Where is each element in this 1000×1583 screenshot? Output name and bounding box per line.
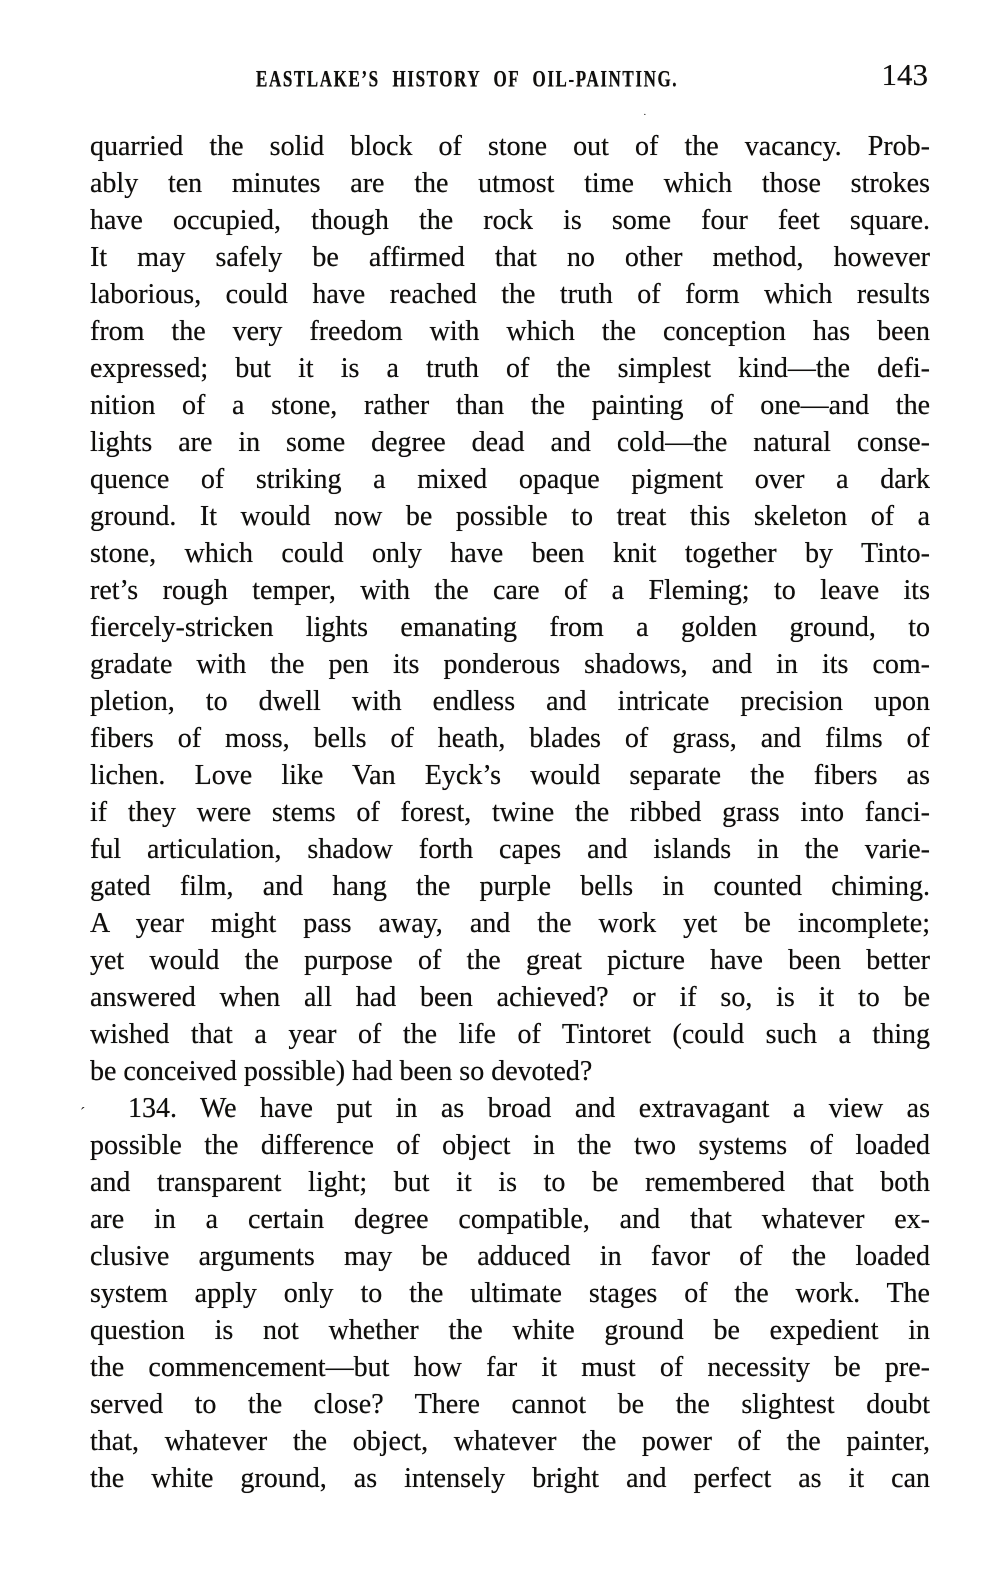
text-line: served to the close? There cannot be the slightest doubt [90, 1389, 930, 1420]
text-line: clusive arguments may be adduced in favor of the loaded [90, 1241, 930, 1272]
text-line: from the very freedom with which the conception has been [90, 316, 930, 347]
text-line: yet would the purpose of the great picture have been better [90, 945, 930, 976]
text-line: be conceived possible) had been so devoted? [90, 1056, 593, 1087]
text-line: lights are in some degree dead and cold—the natural conse- [90, 427, 930, 458]
text-line: lichen. Love like Van Eyck’s would separate the fibers as [90, 760, 930, 791]
text-line: that, whatever the object, whatever the power of the painter, [90, 1426, 930, 1457]
running-header [90, 57, 930, 104]
page-number: 143 [881, 57, 928, 92]
text-line: quence of striking a mixed opaque pigment over a dark [90, 464, 930, 495]
text-line: A year might pass away, and the work yet be incomplete; [90, 908, 930, 939]
text-line: laborious, could have reached the truth of form which results [90, 279, 930, 310]
text-line: ably ten minutes are the utmost time which those strokes [90, 168, 930, 199]
text-line: gradate with the pen its ponderous shadows, and in its com- [90, 649, 930, 680]
text-line: It may safely be affirmed that no other method, however [90, 242, 930, 273]
text-line: wished that a year of the life of Tintoret (could such a thing [90, 1019, 930, 1050]
text-line: pletion, to dwell with endless and intricate precision upon [90, 686, 930, 717]
text-line: nition of a stone, rather than the painting of one—and the [90, 390, 930, 421]
text-line: fiercely-stricken lights emanating from a golden ground, to [90, 612, 930, 643]
text-line: ground. It would now be possible to treat this skeleton of a [90, 501, 930, 532]
paragraph [90, 128, 930, 1090]
page-body [90, 128, 930, 1497]
text-line: fibers of moss, bells of heath, blades of grass, and films of [90, 723, 930, 754]
text-line: system apply only to the ultimate stages of the work. The [90, 1278, 930, 1309]
text-line: ret’s rough temper, with the care of a Fleming; to leave its [90, 575, 930, 606]
paragraph [90, 1090, 930, 1497]
text-line: the commencement—but how far it must of necessity be pre- [90, 1352, 930, 1383]
text-line: answered when all had been achieved? or if so, is it to be [90, 982, 930, 1013]
scan-speck: ˊ [80, 1105, 86, 1122]
text-line: ful articulation, shadow forth capes and islands in the varie- [90, 834, 930, 865]
text-line: gated film, and hang the purple bells in counted chiming. [90, 871, 930, 902]
text-line: the white ground, as intensely bright and perfect as it can [90, 1463, 930, 1494]
text-line: expressed; but it is a truth of the simplest kind—the defi- [90, 353, 930, 384]
text-line: stone, which could only have been knit together by Tinto- [90, 538, 930, 569]
text-line: 134. We have put in as broad and extravagant a view as [128, 1093, 930, 1124]
text-line: and transparent light; but it is to be remembered that both [90, 1167, 930, 1198]
text-line: have occupied, though the rock is some four feet square. [90, 205, 930, 236]
text-line: quarried the solid block of stone out of the vacancy. Prob- [90, 131, 930, 162]
text-line: are in a certain degree compatible, and that whatever ex- [90, 1204, 930, 1235]
scan-speck: · [643, 109, 647, 121]
text-line: question is not whether the white ground be expedient in [90, 1315, 930, 1346]
running-title: EASTLAKE’S HISTORY OF OIL-PAINTING. [256, 66, 679, 92]
text-line: if they were stems of forest, twine the ribbed grass into fanci- [90, 797, 930, 828]
text-line: possible the difference of object in the two systems of loaded [90, 1130, 930, 1161]
